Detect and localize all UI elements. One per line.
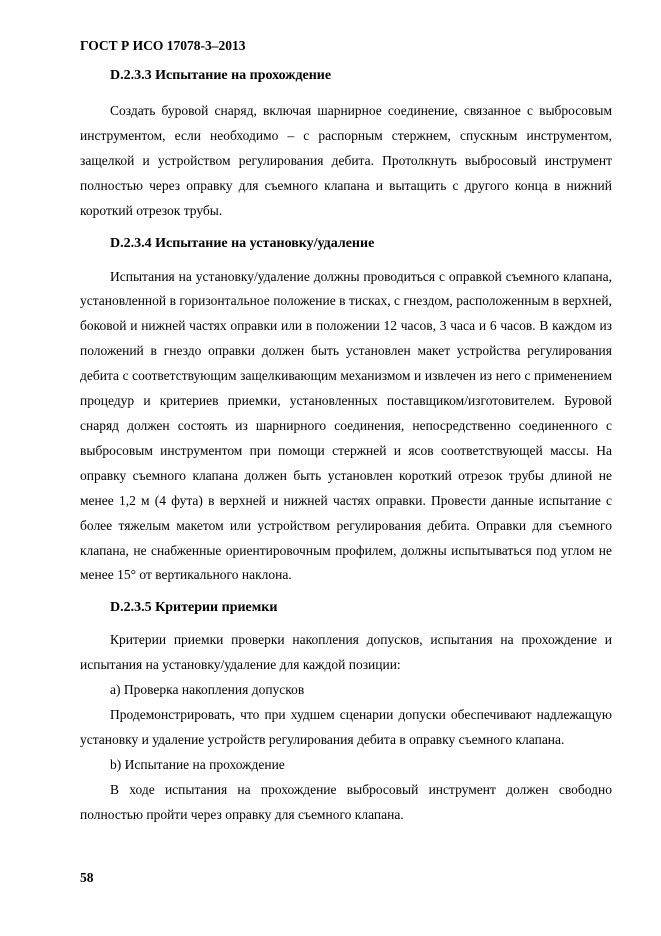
list-item-a: a) Проверка накопления допусков (110, 682, 305, 698)
paragraph: В ходе испытания на прохождение выбросовый инструмент должен свободно полностью пройти через оправку для съемного клапана. (80, 781, 612, 822)
paragraph: Создать буровой снаряд, включая шарнирное соединение, связанное с выбросовым инструментом, если необходимо – с распорным стержнем, спускным инструментом, защелкой и устройством регулирования дебита. Протолкнуть выбросовый инструмент полностью через оправку для съемного клапана и вытащить с другого конца в нижний короткий отрезок трубы. (80, 103, 612, 218)
list-item-b: b) Испытание на прохождение (110, 756, 285, 772)
document-header: ГОСТ Р ИСО 17078-3–2013 (80, 38, 246, 53)
section-body-d-2-3-3 (80, 99, 612, 224)
section-body-d-2-3-5 (80, 628, 612, 827)
section-heading-d-2-3-4: D.2.3.4 Испытание на установку/удаление (110, 235, 375, 251)
section-heading-d-2-3-3: D.2.3.3 Испытание на прохождение (110, 68, 332, 83)
section-heading-d-2-3-5: D.2.3.5 Критерии приемки (110, 600, 278, 616)
paragraph: Испытания на установку/удаление должны проводиться с оправкой съемного клапана, установленной в горизонтальное положение в тисках, с гнездом, расположенным в верхней, боковой и нижней частях оправки или в положении 12 часов, 3 часа и 6 часов. В каждом из положений в гнездо оправки должен быть установлен макет устройства регулирования дебита с соответствующим защелкивающим механизмом и извлечен из него с применением процедур и критериев приемки, установленных поставщиком/изготовителем. Буровой снаряд должен состоять из шарнирного соединения, непосредственно соединенного с выбросовым инструментом при помощи стержней и ясов соответствующей массы. На оправку съемного клапана должен быть установлен короткий отрезок трубы длиной не менее 1,2 м (4 фута) в верхней и нижней частях оправки. Провести данные испытание с более тяжелым макетом или устройством регулирования дебита. Оправки для съемного клапана, не снабженные ориентировочным профилем, должны испытываться под углом не менее 15° от вертикального наклона. (80, 268, 612, 583)
page-number: 58 (80, 870, 94, 885)
section-body-d-2-3-4 (80, 265, 612, 589)
paragraph: Продемонстрировать, что при худшем сценарии допуски обеспечивают надлежащую установку и удаление устройств регулирования дебита в оправку съемного клапана. (80, 707, 612, 747)
page-content (80, 66, 612, 828)
paragraph: Критерии приемки проверки накопления допусков, испытания на прохождение и испытания на установку/удаление для каждой позиции: (80, 632, 612, 673)
